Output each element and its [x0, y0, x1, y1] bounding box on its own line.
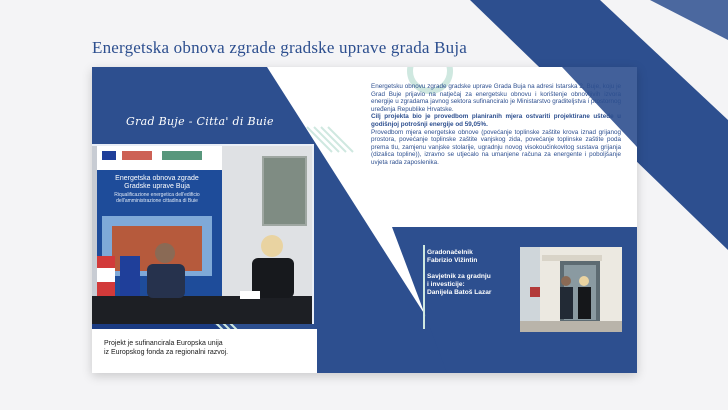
banner-subtitle: Riqualificazione energetica dell'edificio dell'amministrazione cittadina di Buie — [114, 192, 200, 204]
advisor-name: Danijela Batoš Lazar — [427, 289, 492, 296]
mayor-name: Fabrizio Vižintin — [427, 257, 478, 264]
page-title: Energetska obnova zgrade gradske uprave grada Buja — [92, 38, 468, 57]
description-paragraph-1: Energetsku obnovu zgrade gradske uprave Grada Buja na adresi Istarska 2, Buje, koju je Grad Buje prijavio na natječaj za energetsku obnovu i korištenje obnovljivih izvora energije u zgradama javnog sektora sufinanciralo je Ministarstvo graditeljstva i prostornog uređenja Republike Hrvatske. — [371, 83, 621, 113]
advisor-role-2: i investicije: — [427, 281, 465, 288]
caption — [104, 339, 304, 357]
caption-line-1: Projekt je sufinancirala Europska unija — [104, 340, 223, 347]
description-paragraph-3: Provedbom mjera energetske obnove (povećanje toplinske zaštite krova iznad grijanog prostora, povećanje toplinske zaštite vanjskog zida, povećanje toplinske zaštite poda prema tlu, zamjenu vanjske stolarije, ugradnju novog visokoučinkovitog sustava grijanja (dizalica topline)), izravno se utjecalo na umanjene računa za energente i poboljšanje uvjeta rada zaposlenika. — [371, 128, 621, 166]
signing-photo — [92, 144, 314, 324]
description-paragraph-2: Cilj projekta bio je provedbom planiranih mjera ostvariti projektirane uštede u godišnjoj potrošnji energije od 59,05%. — [371, 113, 621, 128]
mayor-role: Gradonačelnik — [427, 249, 473, 256]
project-description — [371, 83, 621, 167]
content-card — [92, 67, 637, 373]
banner-title: Energetska obnova zgrade Gradske uprave Buja — [115, 175, 199, 190]
advisor-role-1: Savjetnik za gradnju — [427, 273, 491, 280]
caption-line-2: iz Europskog fonda za regionalni razvoj. — [104, 349, 229, 356]
building-image — [520, 247, 622, 332]
building-photo — [520, 247, 622, 332]
photo-image — [92, 146, 312, 324]
script-title: Grad Buje - Citta' di Buie — [126, 115, 274, 128]
